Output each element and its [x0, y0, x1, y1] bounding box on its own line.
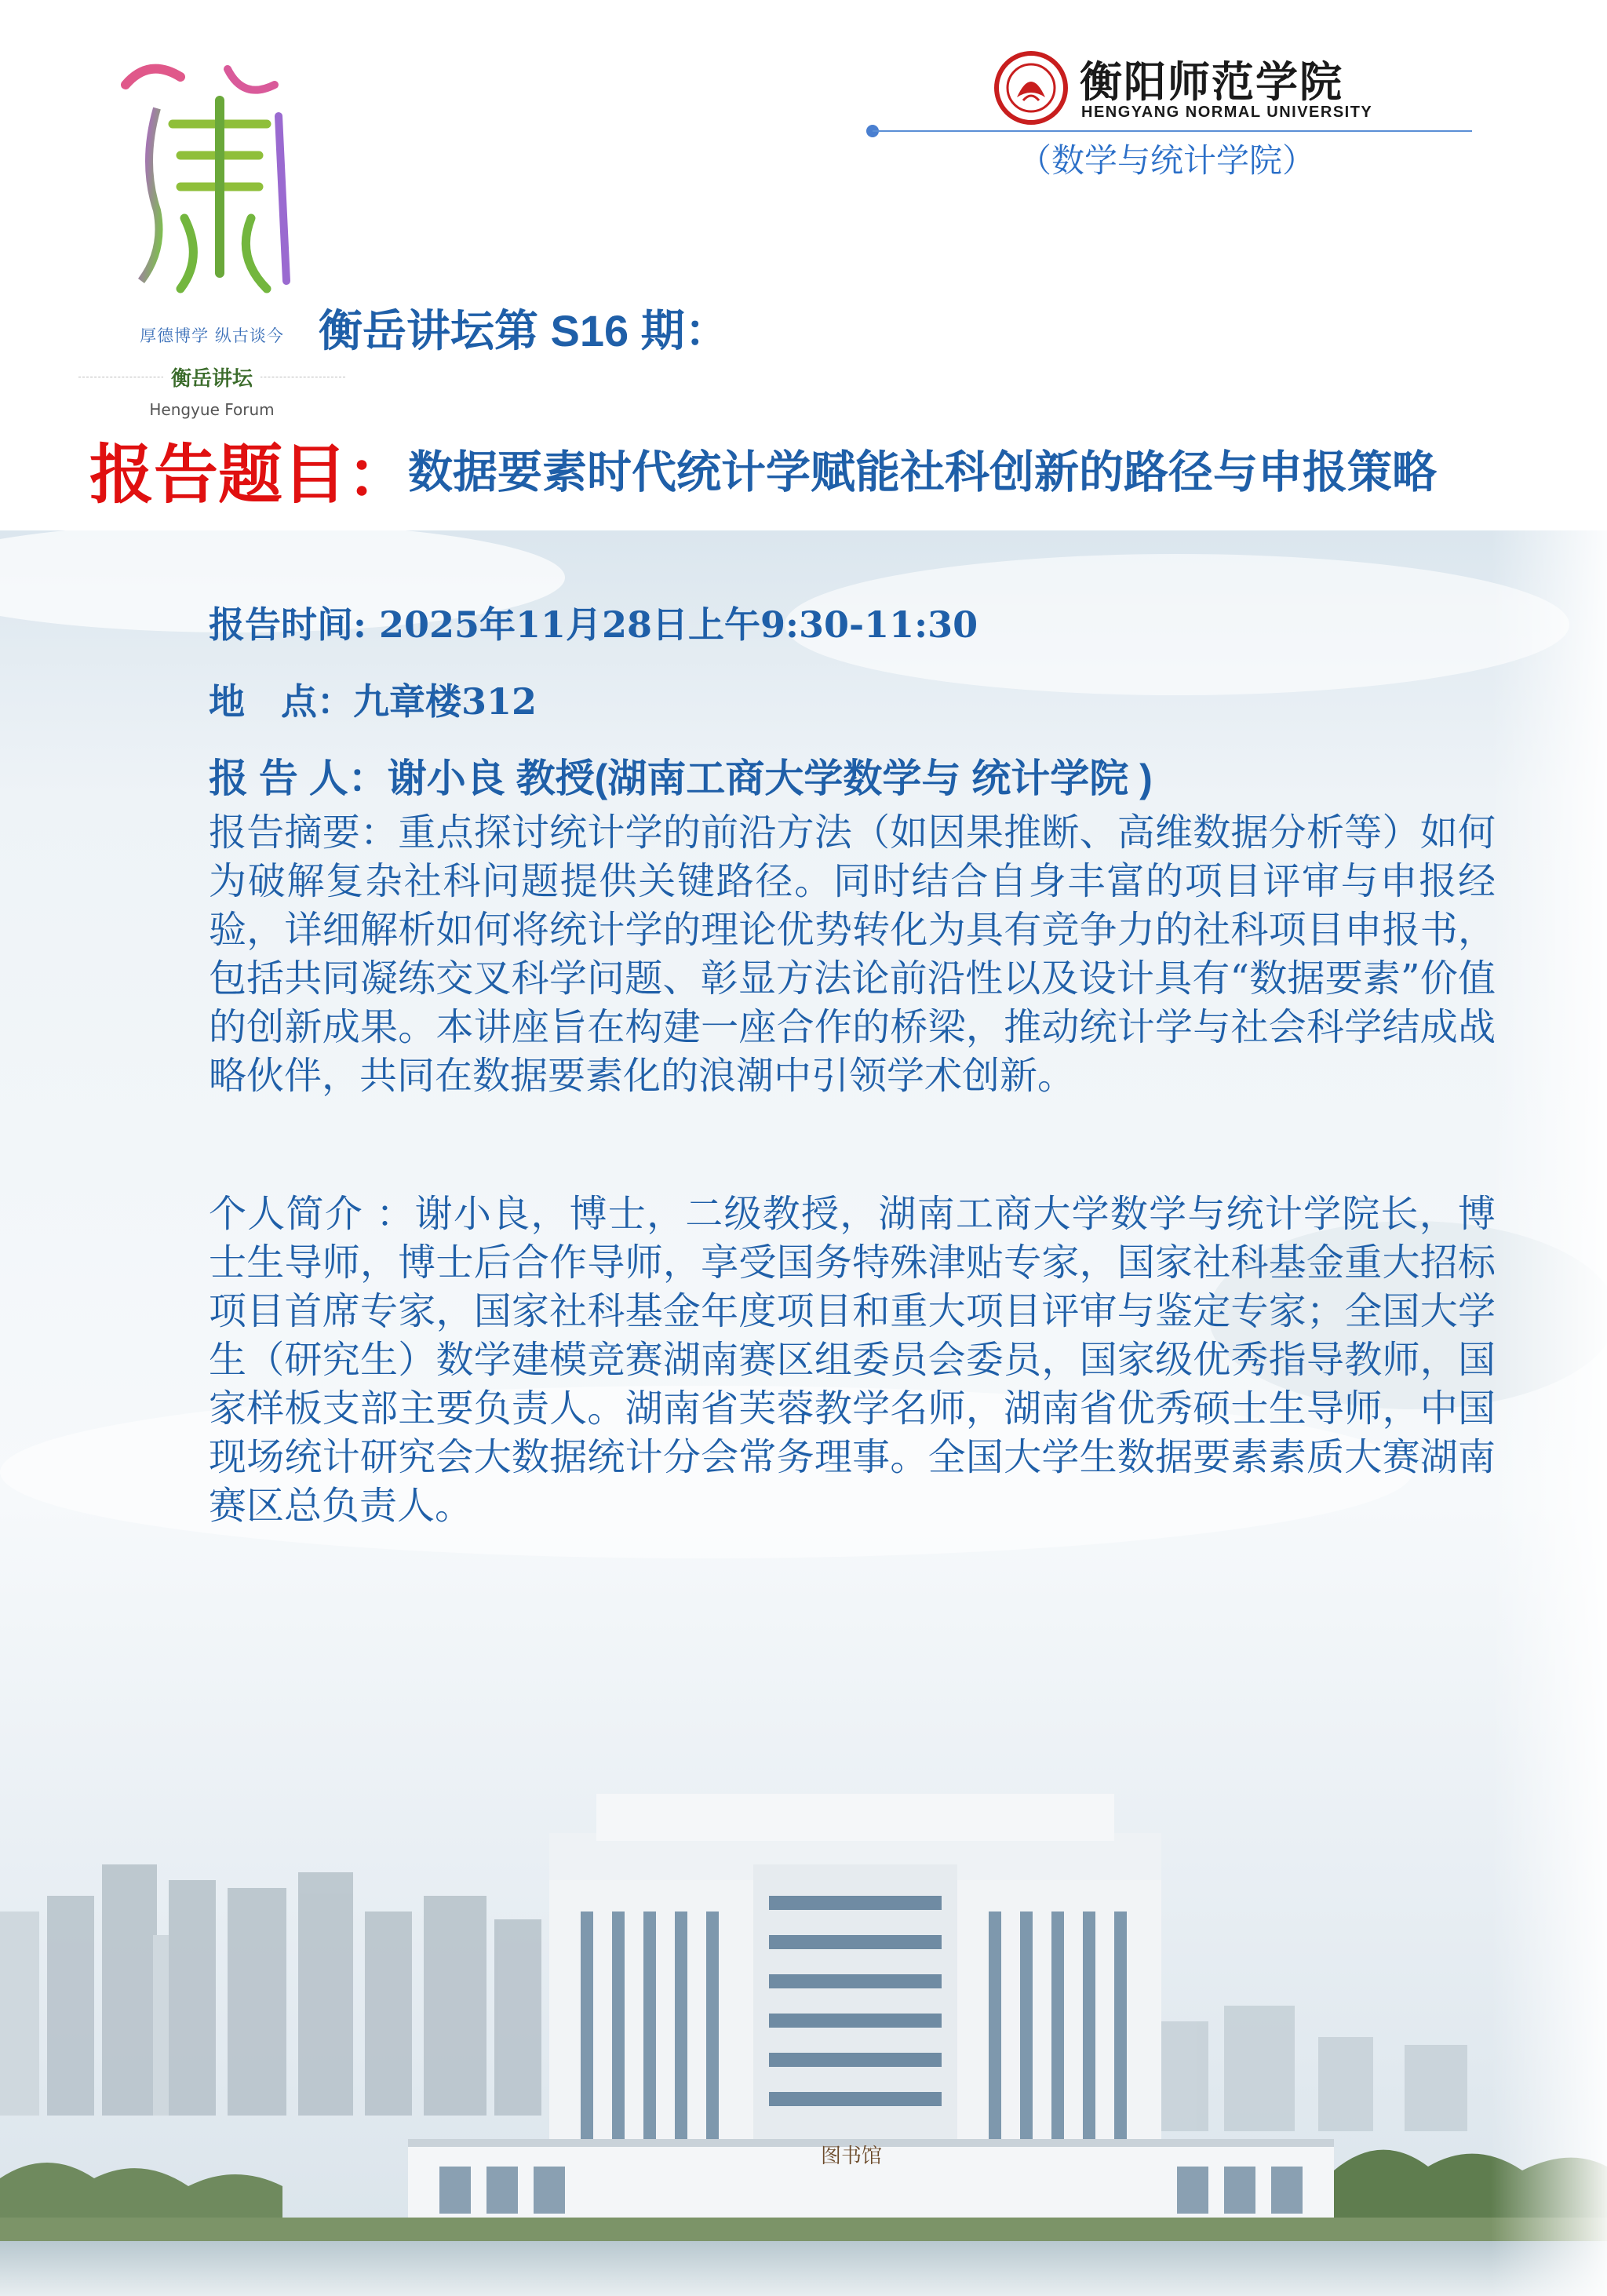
forum-name-cn-text: 衡岳讲坛: [163, 367, 261, 391]
forum-slogan: 厚德博学 纵古谈今: [140, 326, 284, 345]
forum-name-en: Hengyue Forum: [149, 400, 275, 419]
university-emblem-icon: [993, 50, 1069, 126]
report-time: 报告时间: 2025年11月28日上午9:30-11:30: [209, 603, 978, 646]
speaker-bio: 个人简介 ：谢小良，博士，二级教授，湖南工商大学数学与统计学院长，博士生导师，博士后合作导师，享受国务特殊津贴专家，国家社科基金重大招标项目首席专家，国家社科基金年度项目和重大项目评审与鉴定专家；全国大学生（研究生）数学建模竞赛湖南赛区组委员会委员，国家级优秀指导教师，国家样板支部主要负责人。湖南省芙蓉教学名师，湖南省优秀硕士生导师，中国现场统计研究会大数据统计分会常务理事。全国大学生数据要素素质大赛湖南赛区总负责人。: [209, 1192, 1496, 1528]
forum-issue: 衡岳讲坛第 S16 期：: [319, 306, 729, 355]
speaker: 报 告 人：谢小良 教授(湖南工商大学数学与 统计学院 ): [209, 756, 1153, 800]
report-title-label: 报告题目：: [89, 439, 412, 511]
forum-name-cn: [78, 363, 345, 392]
report-abstract: 报告摘要：重点探讨统计学的前沿方法（如因果推断、高维数据分析等）如何为破解复杂社科问题提供关键路径。同时结合自身丰富的项目评审与申报经验，详细解析如何将统计学的理论优势转化为具有竞争力的社科项目申报书，包括共同凝练交叉科学问题、彰显方法论前沿性以及设计具有“数据要素”价值的创新成果。本讲座旨在构建一座合作的桥梁，推动统计学与社会科学结成战略伙伴，共同在数据要素化的浪潮中引领学术创新。: [209, 811, 1496, 1098]
building-sign: 图书馆: [820, 2145, 883, 2168]
college-name: （数学与统计学院）: [1018, 141, 1316, 180]
report-location: 地 点：九章楼312: [209, 680, 537, 723]
university-name-en: HENGYANG NORMAL UNIVERSITY: [1081, 104, 1373, 121]
university-name-cn: 衡阳师范学院: [1080, 56, 1343, 107]
report-title: 数据要素时代统计学赋能社科创新的路径与申报策略: [408, 447, 1437, 497]
divider: [873, 130, 1472, 132]
hengyue-forum-calligraphy-logo: [110, 53, 298, 297]
